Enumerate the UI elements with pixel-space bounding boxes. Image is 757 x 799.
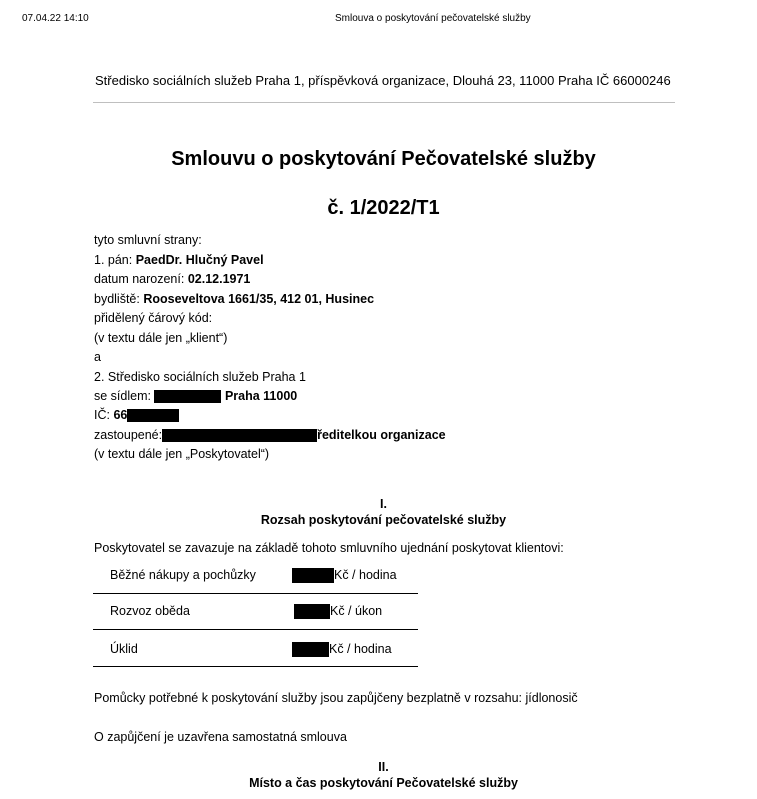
table-divider <box>93 666 418 667</box>
address-line <box>94 291 374 307</box>
service-name: Úklid <box>110 642 138 656</box>
org-line: Středisko sociálních služeb Praha 1, příspěvková organizace, Dlouhá 23, 11000 Praha IČ 66000246 <box>95 73 671 88</box>
seat-value: Praha 11000 <box>224 389 298 403</box>
client-alias: (v textu dále jen „klient“) <box>94 331 228 345</box>
section2-heading: Místo a čas poskytování Pečovatelské služby <box>249 776 518 790</box>
and-text: a <box>94 350 101 364</box>
redaction-block <box>292 642 329 657</box>
client-prefix: 1. pán: <box>94 253 133 267</box>
service-unit: Kč / hodina <box>334 568 397 582</box>
service-unit: Kč / úkon <box>330 604 383 618</box>
redaction-block <box>154 390 221 403</box>
rep-line <box>94 427 446 443</box>
client-name: PaedDr. Hlučný Pavel <box>135 253 264 267</box>
provider-alias: (v textu dále jen „Poskytovatel“) <box>94 447 270 461</box>
client-line <box>94 252 264 268</box>
print-datetime: 07.04.22 14:10 <box>22 13 89 24</box>
print-doc-title: Smlouva o poskytování pečovatelské služby <box>335 13 531 24</box>
barcode-label: přidělený čárový kód: <box>94 311 213 325</box>
service-price <box>292 567 397 583</box>
dob-value: 02.12.1971 <box>187 272 251 286</box>
redaction-block <box>162 429 317 442</box>
loan-text: O zapůjčení je uzavřena samostatná smlouva <box>94 730 347 744</box>
redaction-block <box>292 568 334 583</box>
page-title: Smlouvu o poskytování Pečovatelské služby <box>171 148 596 170</box>
seat-label: se sídlem: <box>94 389 151 403</box>
aids-text: Pomůcky potřebné k poskytování služby jsou zapůjčeny bezplatně v rozsahu: jídlonosič <box>94 691 578 705</box>
provider-name: 2. Středisko sociálních služeb Praha 1 <box>94 370 306 384</box>
parties-intro: tyto smluvní strany: <box>94 233 202 247</box>
header-divider <box>93 102 675 103</box>
service-name: Běžné nákupy a pochůzky <box>110 568 256 582</box>
service-price <box>294 603 382 619</box>
contract-number: č. 1/2022/T1 <box>327 197 440 219</box>
service-name: Rozvoz oběda <box>110 604 190 618</box>
address-value: Rooseveltova 1661/35, 412 01, Husinec <box>143 292 375 306</box>
section1-heading: Rozsah poskytování pečovatelské služby <box>260 513 507 527</box>
section1-intro: Poskytovatel se zavazuje na základě tohoto smluvního ujednání poskytovat klientovi: <box>94 541 564 555</box>
ic-label: IČ: <box>94 408 110 422</box>
dob-line <box>94 271 250 287</box>
ic-line <box>94 407 179 423</box>
dob-label: datum narození: <box>94 272 185 286</box>
table-divider <box>93 629 418 630</box>
redaction-block <box>127 409 179 422</box>
redaction-block <box>294 604 330 619</box>
seat-line <box>94 388 297 404</box>
service-unit: Kč / hodina <box>329 642 392 656</box>
rep-value: ředitelkou organizace <box>317 428 446 442</box>
service-price <box>292 641 392 657</box>
table-divider <box>93 593 418 594</box>
ic-value: 66 <box>113 408 128 422</box>
section1-numeral: I. <box>380 497 387 511</box>
rep-label: zastoupené: <box>94 428 163 442</box>
section2-numeral: II. <box>378 760 389 774</box>
address-label: bydliště: <box>94 292 140 306</box>
